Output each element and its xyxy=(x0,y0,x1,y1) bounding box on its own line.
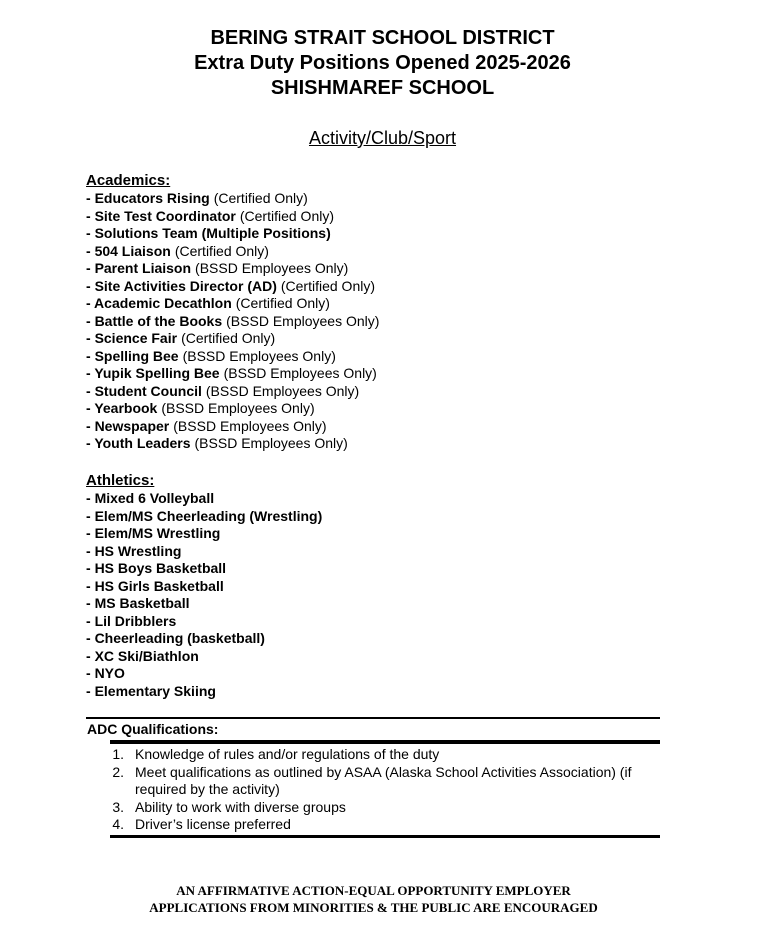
position-name: Elem/MS Wrestling xyxy=(94,525,221,541)
position-eligibility: (BSSD Employees Only) xyxy=(194,435,348,451)
qualification-number: 1. xyxy=(112,746,124,762)
athletics-list xyxy=(86,490,322,700)
position-name: Yearbook xyxy=(94,400,158,416)
position-eligibility: (BSSD Employees Only) xyxy=(226,312,380,329)
list-dash: - xyxy=(86,330,95,346)
qualification-number: 4. xyxy=(112,816,124,832)
list-dash: - xyxy=(86,417,95,434)
qualifications-list xyxy=(110,746,660,834)
footer xyxy=(0,882,747,916)
qualification-item xyxy=(110,799,660,817)
document-header xyxy=(0,26,765,101)
position-name: Elem/MS Cheerleading (Wrestling) xyxy=(94,507,323,524)
athletic-position-item xyxy=(86,508,322,526)
athletic-position-item xyxy=(86,560,322,578)
district-title: BERING STRAIT SCHOOL DISTRICT xyxy=(210,27,555,49)
position-name: Parent Liaison xyxy=(94,260,192,276)
qualifications-section xyxy=(86,717,660,838)
position-name: Educators Rising xyxy=(94,190,210,206)
position-name: Lil Dribblers xyxy=(94,612,177,629)
qualification-number: 3. xyxy=(112,798,124,815)
list-dash: - xyxy=(86,507,95,524)
position-name: Site Activities Director (AD) xyxy=(94,277,277,294)
list-dash: - xyxy=(86,365,95,381)
academic-position-item xyxy=(86,278,379,296)
list-dash: - xyxy=(86,647,95,664)
school-title: SHISHMAREF SCHOOL xyxy=(270,77,495,99)
position-name: Mixed 6 Volleyball xyxy=(94,490,215,506)
academics-heading: Academics: xyxy=(86,172,171,189)
position-name: Youth Leaders xyxy=(94,435,191,451)
athletics-section xyxy=(86,472,322,700)
position-eligibility: (BSSD Employees Only) xyxy=(173,417,327,434)
athletic-position-item xyxy=(86,648,322,666)
list-dash: - xyxy=(86,490,95,506)
list-dash: - xyxy=(86,577,95,594)
position-name: 504 Liaison xyxy=(94,242,171,259)
academic-position-item xyxy=(86,313,379,331)
list-dash: - xyxy=(86,382,95,399)
list-dash: - xyxy=(86,682,95,699)
position-name: Student Council xyxy=(94,382,202,399)
position-eligibility: (Certified Only) xyxy=(174,242,269,259)
list-dash: - xyxy=(86,542,95,559)
position-name: HS Girls Basketball xyxy=(94,577,224,594)
list-dash: - xyxy=(86,630,95,646)
list-dash: - xyxy=(86,435,95,451)
athletic-position-item xyxy=(86,578,322,596)
list-dash: - xyxy=(86,560,95,576)
athletic-position-item xyxy=(86,683,322,701)
qualification-number: 2. xyxy=(112,763,124,780)
position-name: NYO xyxy=(94,665,125,681)
qualification-item xyxy=(110,746,660,764)
qualification-item xyxy=(110,816,660,834)
position-name: Newspaper xyxy=(94,417,170,434)
position-eligibility: (BSSD Employees Only) xyxy=(223,365,377,381)
position-name: Elementary Skiing xyxy=(94,682,216,699)
position-eligibility: (Certified Only) xyxy=(181,330,276,346)
qualification-text: Meet qualifications as outlined by ASAA (Alaska School Activities Association) (if required by the activity) xyxy=(135,763,632,797)
qualification-text: Driver’s license preferred xyxy=(135,816,291,832)
position-eligibility: (BSSD Employees Only) xyxy=(161,400,315,416)
position-eligibility: (Certified Only) xyxy=(235,295,330,311)
position-name: Site Test Coordinator xyxy=(94,207,236,224)
academic-position-item xyxy=(86,435,379,453)
list-dash: - xyxy=(86,242,95,259)
list-dash: - xyxy=(86,400,95,416)
academic-position-item xyxy=(86,225,379,243)
list-dash: - xyxy=(86,225,95,241)
list-dash: - xyxy=(86,525,95,541)
position-name: MS Basketball xyxy=(94,595,190,611)
applications-statement: APPLICATIONS FROM MINORITIES & THE PUBLIC ARE ENCOURAGED xyxy=(149,900,598,915)
qualifications-heading: ADC Qualifications: xyxy=(86,717,660,740)
athletic-position-item xyxy=(86,630,322,648)
list-dash: - xyxy=(86,612,95,629)
activity-club-sport-heading: Activity/Club/Sport xyxy=(308,128,457,148)
academics-list xyxy=(86,190,379,453)
position-name: Science Fair xyxy=(94,330,178,346)
position-eligibility: (BSSD Employees Only) xyxy=(182,347,336,364)
position-name: HS Boys Basketball xyxy=(94,560,227,576)
eeo-statement: AN AFFIRMATIVE ACTION-EQUAL OPPORTUNITY EMPLOYER xyxy=(176,883,571,898)
qualification-text: Ability to work with diverse groups xyxy=(135,798,346,815)
academic-position-item xyxy=(86,330,379,348)
position-name: Battle of the Books xyxy=(94,312,223,329)
position-eligibility: (Certified Only) xyxy=(213,190,308,206)
position-name: Spelling Bee xyxy=(94,347,179,364)
list-dash: - xyxy=(86,295,95,311)
position-name: Academic Decathlon xyxy=(94,295,232,311)
academic-position-item xyxy=(86,190,379,208)
position-eligibility: (BSSD Employees Only) xyxy=(195,260,349,276)
list-dash: - xyxy=(86,595,95,611)
positions-title: Extra Duty Positions Opened 2025-2026 xyxy=(194,52,571,74)
academics-section xyxy=(86,172,379,453)
athletic-position-item xyxy=(86,490,322,508)
athletic-position-item xyxy=(86,525,322,543)
position-eligibility: (BSSD Employees Only) xyxy=(205,382,360,399)
list-dash: - xyxy=(86,260,95,276)
position-name: Solutions Team (Multiple Positions) xyxy=(94,225,331,241)
list-dash: - xyxy=(86,347,95,364)
academic-position-item xyxy=(86,383,379,401)
athletic-position-item xyxy=(86,543,322,561)
list-dash: - xyxy=(86,190,95,206)
academic-position-item xyxy=(86,208,379,226)
academic-position-item xyxy=(86,295,379,313)
academic-position-item xyxy=(86,243,379,261)
qualification-item xyxy=(110,764,660,799)
position-name: HS Wrestling xyxy=(94,542,182,559)
list-dash: - xyxy=(86,665,95,681)
list-dash: - xyxy=(86,277,95,294)
position-name: Yupik Spelling Bee xyxy=(94,365,220,381)
athletics-heading: Athletics: xyxy=(86,472,155,489)
list-dash: - xyxy=(86,312,95,329)
academic-position-item xyxy=(86,348,379,366)
qualification-text: Knowledge of rules and/or regulations of the duty xyxy=(135,746,440,762)
athletic-position-item xyxy=(86,665,322,683)
academic-position-item xyxy=(86,418,379,436)
position-name: Cheerleading (basketball) xyxy=(94,630,265,646)
qualifications-box xyxy=(110,740,660,838)
athletic-position-item xyxy=(86,595,322,613)
athletic-position-item xyxy=(86,613,322,631)
list-dash: - xyxy=(86,207,95,224)
academic-position-item xyxy=(86,260,379,278)
academic-position-item xyxy=(86,400,379,418)
position-eligibility: (Certified Only) xyxy=(239,207,335,224)
academic-position-item xyxy=(86,365,379,383)
position-name: XC Ski/Biathlon xyxy=(94,647,199,664)
position-eligibility: (Certified Only) xyxy=(280,277,376,294)
